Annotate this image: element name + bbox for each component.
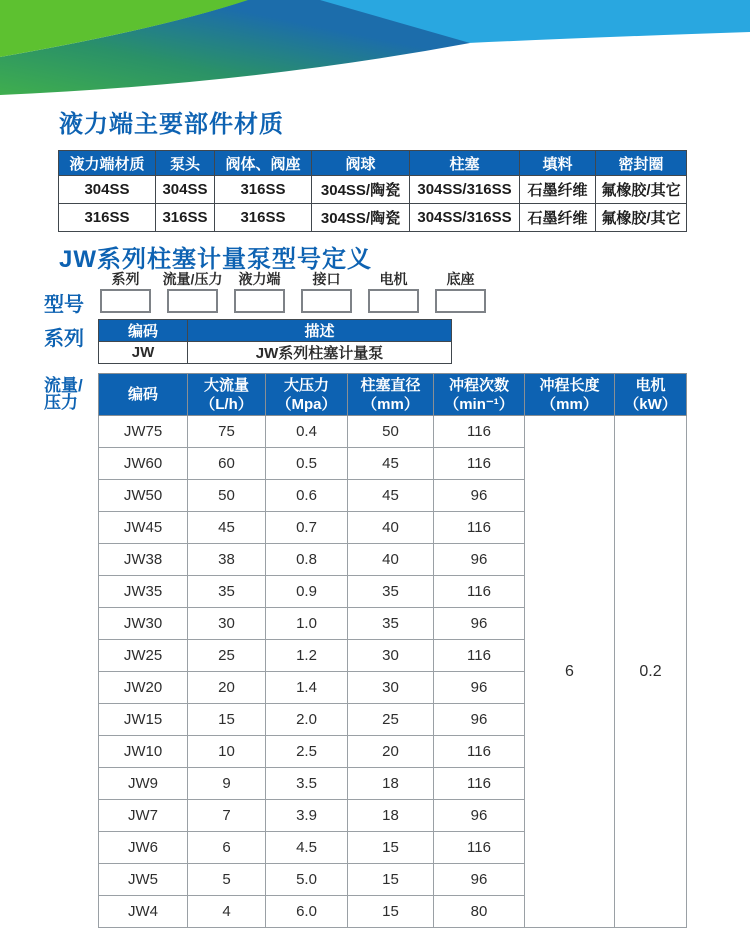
model-row-label: 型号 [44,294,84,316]
spec-cell: 0.8 [266,544,348,576]
materials-header-cell: 阀球 [312,151,410,176]
spec-cell: 116 [434,736,525,768]
spec-cell: 96 [434,672,525,704]
flow-pressure-label [44,377,83,411]
spec-cell: JW75 [99,416,188,448]
spec-cell: 45 [348,480,434,512]
series-header-cell: 编码 [99,320,188,342]
flow-pressure-label-line2: 压力 [44,393,78,412]
spec-header-row [99,374,687,416]
materials-cell: 316SS [59,204,156,232]
model-field-label: 接口 [312,271,341,287]
model-field-box [167,289,218,313]
spec-cell: 7 [188,800,266,832]
spec-cell: JW15 [99,704,188,736]
spec-header-cell [188,374,266,416]
spec-cell: 5.0 [266,864,348,896]
spec-cell: 0.5 [266,448,348,480]
spec-header-line1: 冲程次数 [448,376,509,394]
spec-cell: 50 [348,416,434,448]
spec-cell: 116 [434,640,525,672]
materials-cell: 304SS [59,176,156,204]
spec-header-line2: （kW） [624,395,677,413]
spec-cell: 50 [188,480,266,512]
spec-cell: 96 [434,864,525,896]
materials-cell: 316SS [215,176,312,204]
series-cell: JW系列柱塞计量泵 [188,342,452,364]
series-header-row [99,320,452,342]
spec-cell: 0.4 [266,416,348,448]
series-row [99,342,452,364]
spec-cell: 45 [348,448,434,480]
model-field-label: 底座 [446,271,475,287]
spec-cell: 1.2 [266,640,348,672]
materials-section-title: 液力端主要部件材质 [59,111,284,138]
spec-cell: JW4 [99,896,188,928]
series-body [99,342,452,364]
spec-cell: 15 [348,896,434,928]
spec-cell: 15 [348,832,434,864]
spec-cell: 4 [188,896,266,928]
spec-cell: 96 [434,608,525,640]
spec-header-line1: 柱塞直径 [360,376,421,394]
model-field-box [435,289,486,313]
materials-table [58,150,687,232]
materials-cell: 氟橡胶/其它 [596,204,687,232]
spec-cell: 96 [434,480,525,512]
materials-header-cell: 泵头 [156,151,215,176]
spec-cell: 5 [188,864,266,896]
model-fields [100,270,486,313]
spec-header-cell [99,374,188,416]
series-header-cell: 描述 [188,320,452,342]
model-field-label: 系列 [111,271,140,287]
spec-cell: JW25 [99,640,188,672]
spec-cell: 80 [434,896,525,928]
spec-cell: 3.5 [266,768,348,800]
model-field-label: 液力端 [238,271,281,287]
spec-header-cell [434,374,525,416]
materials-cell: 石墨纤维 [520,204,596,232]
spec-cell: 20 [188,672,266,704]
materials-cell: 304SS/陶瓷 [312,204,410,232]
spec-cell: 6 [188,832,266,864]
spec-cell: 2.5 [266,736,348,768]
spec-cell: 116 [434,512,525,544]
spec-cell: JW60 [99,448,188,480]
materials-header-row [59,151,687,176]
materials-cell: 316SS [156,204,215,232]
spec-cell: 2.0 [266,704,348,736]
spec-header-line1: 大压力 [283,376,329,394]
spec-cell: 25 [348,704,434,736]
spec-cell: 40 [348,512,434,544]
spec-header-line1: 电机 [635,376,666,394]
spec-header-line1: 大流量 [203,376,249,394]
spec-cell: 0.7 [266,512,348,544]
spec-cell: 4.5 [266,832,348,864]
spec-header-cell [615,374,687,416]
spec-cell: 0.6 [266,480,348,512]
spec-cell: 116 [434,576,525,608]
spec-cell: JW50 [99,480,188,512]
spec-cell: 30 [348,672,434,704]
materials-row [59,176,687,204]
spec-cell: JW5 [99,864,188,896]
spec-header-line2: （L/h） [200,395,253,413]
series-row-label: 系列 [44,328,84,350]
spec-cell: 96 [434,800,525,832]
model-field-label: 电机 [379,271,408,287]
spec-cell: 40 [348,544,434,576]
materials-body [59,176,687,232]
model-field-label: 流量/压力 [162,271,223,287]
spec-cell: 35 [188,576,266,608]
materials-cell: 304SS/陶瓷 [312,176,410,204]
model-field-box [100,289,151,313]
materials-row [59,204,687,232]
spec-cell: 116 [434,448,525,480]
spec-cell: 0.9 [266,576,348,608]
spec-header-line2: （min⁻¹） [444,395,514,413]
spec-header-line2: （mm） [541,395,598,413]
materials-header-cell: 柱塞 [410,151,520,176]
spec-table [98,373,687,928]
spec-header-line1: 冲程长度 [539,376,600,394]
spec-cell: 116 [434,768,525,800]
spec-cell: JW10 [99,736,188,768]
spec-cell: 35 [348,576,434,608]
model-field-group [162,270,223,313]
spec-cell: 10 [188,736,266,768]
spec-cell: 18 [348,768,434,800]
materials-header-cell: 填料 [520,151,596,176]
spec-cell: JW20 [99,672,188,704]
spec-cell: 38 [188,544,266,576]
model-field-group [368,270,419,313]
spec-body [99,416,687,928]
spec-cell: JW30 [99,608,188,640]
materials-header-cell: 密封圈 [596,151,687,176]
materials-cell: 304SS/316SS [410,176,520,204]
spec-header-cell [525,374,615,416]
spec-cell: 96 [434,704,525,736]
model-section-title: JW系列柱塞计量泵型号定义 [59,246,372,273]
spec-cell: 116 [434,416,525,448]
spec-cell: 1.0 [266,608,348,640]
materials-cell: 氟橡胶/其它 [596,176,687,204]
spec-cell: 45 [188,512,266,544]
model-field-group [234,270,285,313]
header-banner-graphic [0,0,750,96]
flow-pressure-label-line1: 流量/ [44,376,83,395]
spec-cell: JW9 [99,768,188,800]
spec-cell: 35 [348,608,434,640]
spec-header-cell [266,374,348,416]
spec-cell: 15 [348,864,434,896]
model-field-group [301,270,352,313]
model-field-box [368,289,419,313]
spec-cell: 30 [188,608,266,640]
series-table [98,319,452,364]
spec-header-line1: 编码 [127,386,158,403]
spec-cell: JW45 [99,512,188,544]
model-field-box [301,289,352,313]
spec-cell: 6.0 [266,896,348,928]
spec-header-line2: （Mpa） [276,395,337,413]
materials-cell: 316SS [215,204,312,232]
spec-cell: 96 [434,544,525,576]
materials-header-cell: 液力端材质 [59,151,156,176]
materials-cell: 304SS [156,176,215,204]
spec-cell: 30 [348,640,434,672]
spec-merged-stroke-length: 6 [525,416,615,928]
series-cell: JW [99,342,188,364]
model-field-box [234,289,285,313]
spec-cell: 3.9 [266,800,348,832]
materials-cell: 304SS/316SS [410,204,520,232]
spec-row [99,416,687,448]
spec-cell: 18 [348,800,434,832]
spec-cell: JW7 [99,800,188,832]
materials-cell: 石墨纤维 [520,176,596,204]
model-field-group [435,270,486,313]
spec-cell: JW38 [99,544,188,576]
spec-cell: 9 [188,768,266,800]
spec-cell: 116 [434,832,525,864]
spec-cell: JW6 [99,832,188,864]
spec-header-cell [348,374,434,416]
spec-cell: 60 [188,448,266,480]
materials-header-cell: 阀体、阀座 [215,151,312,176]
spec-cell: 15 [188,704,266,736]
spec-cell: 25 [188,640,266,672]
model-field-group [100,270,151,313]
spec-cell: 1.4 [266,672,348,704]
spec-header-line2: （mm） [362,395,419,413]
spec-cell: JW35 [99,576,188,608]
spec-merged-motor: 0.2 [615,416,687,928]
spec-cell: 20 [348,736,434,768]
spec-cell: 75 [188,416,266,448]
